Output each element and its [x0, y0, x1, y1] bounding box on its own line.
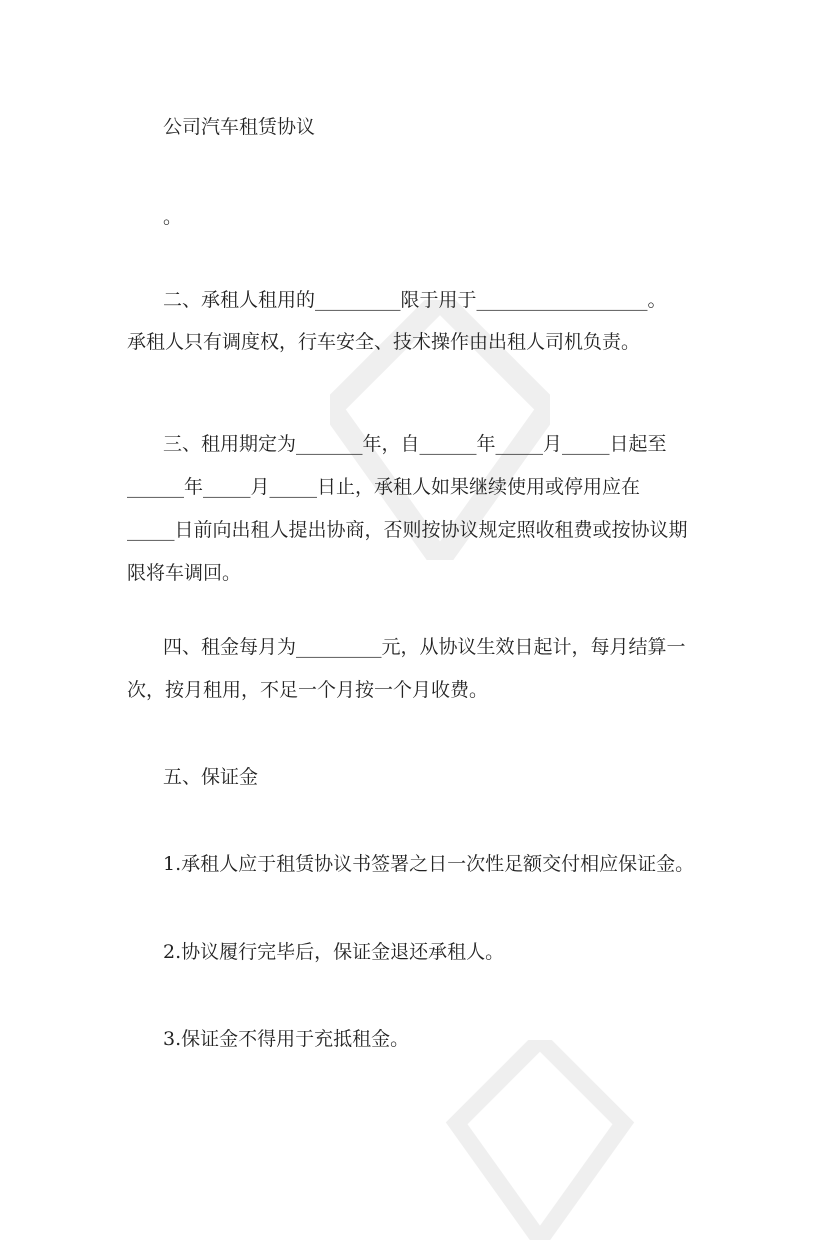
clause-5-heading: 五、保证金: [163, 766, 259, 788]
clause-3-line-1: 三、租用期定为_______年，自______年_____月_____日起至: [163, 433, 667, 455]
clause-3-line-4: 限将车调回。: [127, 562, 242, 584]
clause-5-item-1: 1.承租人应于租赁协议书签署之日一次性足额交付相应保证金。: [163, 853, 695, 875]
clause-3-line-3: _____日前向出租人提出协商，否则按协议规定照收租费或按协议期: [127, 519, 688, 541]
watermark-icon: [430, 1040, 650, 1240]
clause-3-line-2: ______年_____月_____日止，承租人如果继续使用或停用应在: [127, 476, 641, 498]
text-fragment: 。: [163, 206, 183, 228]
clause-5-item-2: 2.协议履行完毕后，保证金退还承租人。: [163, 941, 505, 963]
clause-4-line-2: 次，按月租用，不足一个月按一个月收费。: [127, 679, 489, 701]
clause-2-line-2: 承租人只有调度权，行车安全、技术操作由出租人司机负责。: [127, 331, 641, 353]
clause-2-line-1: 二、承租人租用的_________限于用于__________________。: [163, 289, 667, 311]
clause-4-line-1: 四、租金每月为_________元，从协议生效日起计，每月结算一: [163, 636, 686, 658]
document-title: 公司汽车租赁协议: [163, 116, 316, 138]
clause-5-item-3: 3.保证金不得用于充抵租金。: [163, 1028, 410, 1050]
